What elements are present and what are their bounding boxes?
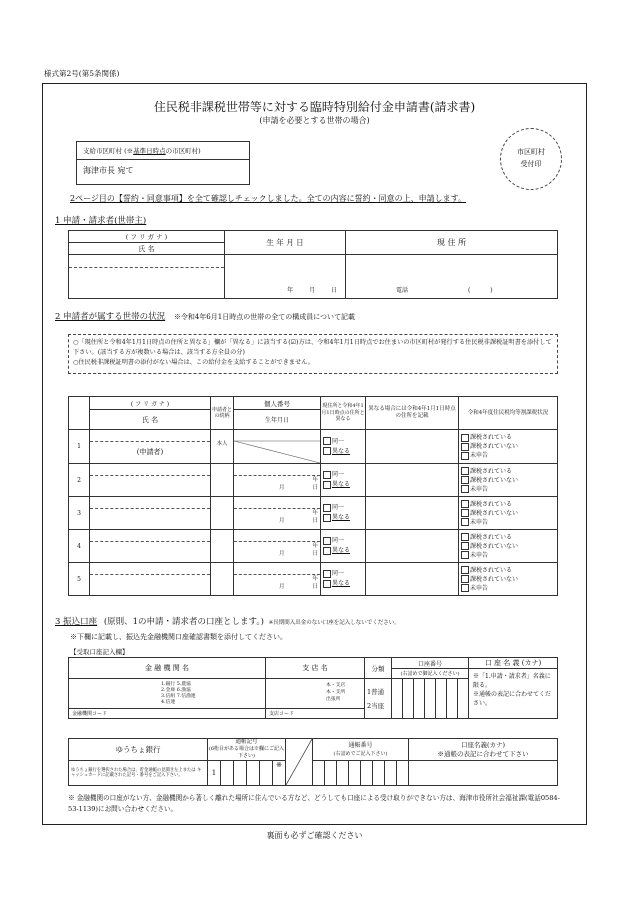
category-current[interactable]: 2当座 <box>367 701 385 710</box>
bank-table: 金 融 機 関 名 支 店 名 分類 口座番号 口 座 名 義 (カナ) (右詰めで御記入ください) ※「1.申請・請求者」名義に限る。 ※通帳の表記に合わせてください。 1.銀行 5.農協 2.金庫 6.漁協 3.信組 7.信漁連 4.信連 本・支店 本・支所 出張所 1普通 2当座 金融機関コード 支店コード <box>68 657 558 719</box>
section2-heading: 2 申請者が属する世帯の状況 ※令和4年6月1日時点の世帯の全ての構成員について記載 <box>55 312 356 322</box>
col-relation: 申請者との続柄 <box>211 397 234 430</box>
yucho-table: ゆうちょ銀行 通帳記号 (6桁目がある場合は※欄にご記入下さい) 通帳番号 (右詰めでご記入下さい) 口座名義(カナ) ※通帳の表記に合わせて下さい ゆうちょ銀行を選択された場合は、貯金通帳の見開き左上または キャッシュカードに記載された記号・番号をご記入下さい。 1 ※ <box>68 738 558 786</box>
col-birth: 生年月日 <box>234 410 321 430</box>
address-header: 現 住 所 <box>346 231 558 255</box>
col-mynumber: 個人番号 <box>234 397 321 410</box>
birthdate-header: 生 年 月 日 <box>225 231 346 255</box>
form-subtitle: (申請を必要とする世帯の場合) <box>259 116 370 125</box>
form-number: 様式第2号(第5条関係) <box>44 69 120 78</box>
applicant-address-cell[interactable]: 電話 ( ) <box>346 255 558 299</box>
col-diff-address: 異なる場合には令和4年1月1日時点の住所を記載 <box>366 397 459 430</box>
municipality-box <box>76 141 250 185</box>
municipality-label: 支給市区町村 (※基準日時点の市区町村) <box>77 142 249 160</box>
account-box-label: 【受取口座記入欄】 <box>70 648 129 656</box>
name-header: 氏 名 <box>69 243 225 255</box>
col-address-same: 現住所と令和4年1月1日時点の住所と異なる <box>321 397 366 430</box>
applicant-table <box>68 230 558 299</box>
bank-name-header: 金 融 機 関 名 <box>69 658 266 679</box>
section3-instruction: ※下欄に記載し、振込先金融機関口座確認書類を添付してください。 <box>70 633 287 641</box>
branch-code-cell[interactable]: 支店コード <box>266 709 365 719</box>
col-furigana: ( フ リ ガ ナ ) <box>90 397 211 410</box>
section2-notes: ○「現住所と令和4年1月1日時点の住所と異なる」欄が「異なる」に該当する(☑)方は、令和4年1月1日時点でお住まいの市区町村が発行する住民税非課税証明書を添付して下さい。(該当する方が複数いる場合は、該当する方全員の分) ○住民税非課税証明書の添付がない場合は、この給付金を支給することができません。 <box>68 334 558 374</box>
table-row: 2 年 月 日 同一 異なる 課税されている 課税されていない 未申告 <box>69 464 558 497</box>
pledge-text: 2ページ目の【誓約・同意事項】を全て確認しチェックしました。全ての内容に誓約・同意の上、申請します。 <box>70 194 467 203</box>
bank-code-cell[interactable]: 金融機関コード <box>69 709 266 719</box>
section3-heading: 3 振込口座 (原則、1の申請・請求者の口座とします。) ※長期間入出金のない口座を記入しないでください。 <box>55 617 400 627</box>
table-row: 4 年 月 日 同一 異なる 課税されている 課税されていない 未申告 <box>69 530 558 563</box>
yucho-holder-header: 口座名義(カナ) ※通帳の表記に合わせて下さい <box>409 739 558 761</box>
holder-header: 口 座 名 義 (カナ) <box>469 658 558 669</box>
table-row: 3 年 月 日 同一 異なる 課税されている 課税されていない 未申告 <box>69 497 558 530</box>
yucho-symbol-header: 通帳記号 (6桁目がある場合は※欄にご記入下さい) <box>208 739 285 760</box>
applicant-name-cell[interactable] <box>69 255 225 299</box>
household-table <box>68 396 558 596</box>
back-note: 裏面も必ずご確認ください <box>266 831 363 840</box>
furigana-header: ( フ リ ガ ナ ) <box>69 231 225 243</box>
bank-name-cell[interactable]: 1.銀行 5.農協 2.金庫 6.漁協 3.信組 7.信漁連 4.信連 <box>69 679 266 709</box>
category-header: 分類 <box>365 658 392 679</box>
yucho-number-header: 通帳番号 (右詰めでご記入下さい) <box>313 739 409 761</box>
municipality-recipient: 海津市長 宛て <box>83 166 134 175</box>
yucho-desc: ゆうちょ銀行を選択された場合は、貯金通帳の見開き左上または キャッシュカードに記載された記号・番号をご記入下さい。 <box>69 761 208 786</box>
footnote: ※ 金融機関の口座がない方、金融機関から著しく離れた場所に住んでいる方など、どうしても口座による受け取りができない方は、海津市役所社会福祉課(電話0584-53-1139)にお問い合わせください。 <box>68 794 560 813</box>
table-row: 5 年 月 日 同一 異なる 課税されている 課税されていない 未申告 <box>69 563 558 596</box>
col-tax: 令和4年度住民税均等割課税状況 <box>459 397 558 430</box>
col-name: 氏 名 <box>90 410 211 430</box>
account-no-header: 口座番号 <box>392 658 469 669</box>
category-ordinary[interactable]: 1普通 <box>367 687 385 696</box>
table-row: 1 (申請者) 本人 同一 異なる 課税されている 課税されていない 未申告 <box>69 430 558 464</box>
reception-stamp: 市区町村 受付印 <box>500 128 562 190</box>
holder-note1: ※「1.申請・請求者」名義に限る。 <box>473 673 551 689</box>
holder-note2: ※通帳の表記に合わせてください。 <box>473 691 552 707</box>
branch-cell[interactable]: 本・支店 本・支所 出張所 <box>266 679 365 709</box>
branch-header: 支 店 名 <box>266 658 365 679</box>
section1-heading: 1 申請・請求者(世帯主) <box>55 216 147 226</box>
applicant-birth-cell[interactable]: 年 月 日 <box>225 255 346 299</box>
yucho-header: ゆうちょ銀行 <box>69 739 208 761</box>
form-title: 住民税非課税世帯等に対する臨時特別給付金申請書(請求書) <box>153 100 476 114</box>
